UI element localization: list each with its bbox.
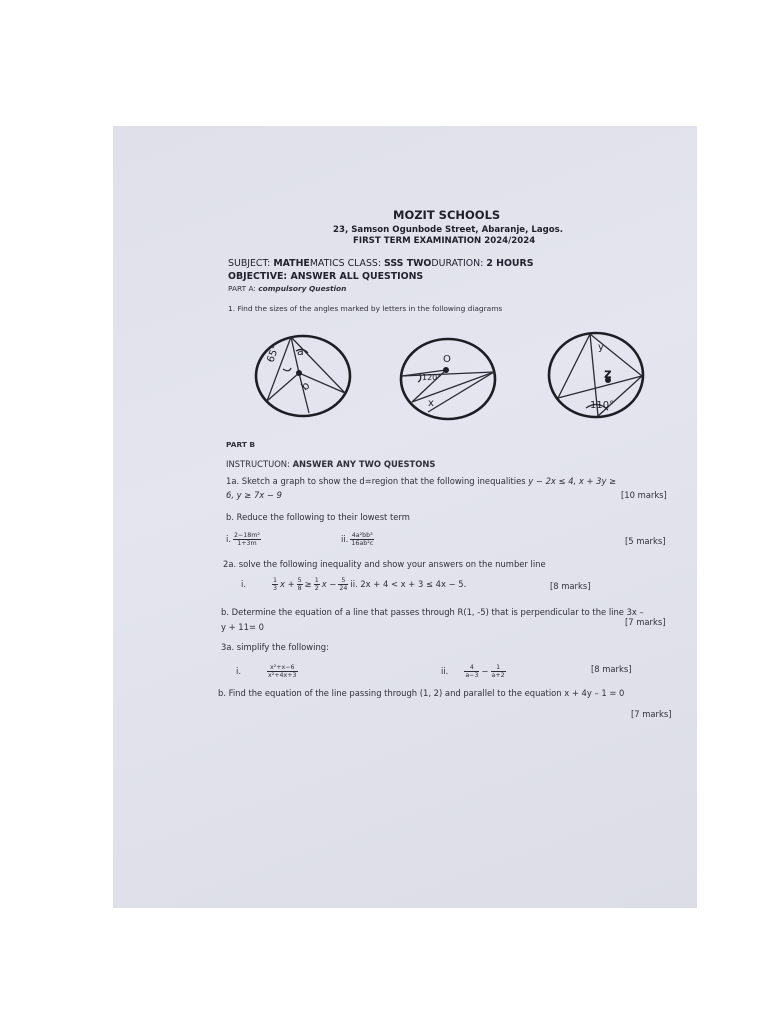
question-2a-part-i <box>241 577 466 592</box>
q2a-frac-1-den: 3 <box>273 585 278 592</box>
subject-line <box>228 258 534 269</box>
instruction-value: ANSWER ANY TWO QUESTONS <box>292 459 436 469</box>
q2a-frac-3-den: 2 <box>314 585 319 592</box>
diagram-2-label-120: 120° <box>422 373 442 382</box>
question-2a-marks: [8 marks] <box>550 581 591 591</box>
part-a-note: compulsory Question <box>258 284 347 293</box>
question-1b-ii-label: ii. <box>341 534 349 544</box>
diagram-2-label-o: O <box>443 354 451 365</box>
q2a-term-1: x + <box>280 579 295 589</box>
diagram-1-label-b: b <box>298 378 313 394</box>
q3a-ii-frac-2-den: a+2 <box>491 672 505 679</box>
school-address: 23, Samson Ogunbode Street, Abaranje, Lagos. <box>333 225 564 235</box>
objective-heading: OBJECTIVE: ANSWER ALL QUESTIONS <box>228 271 424 282</box>
question-1a-marks: [10 marks] <box>621 490 667 500</box>
question-2b-cont: y + 11= 0 <box>221 622 264 632</box>
question-3a-i-denominator: x²+4x+3 <box>268 672 297 679</box>
question-3b: b. Find the equation of the line passing through (1, 2) and parallel to the equation x + 4y – 1 = 0 <box>218 688 625 698</box>
question-3a-marks: [8 marks] <box>591 664 632 674</box>
part-b-heading: PART B <box>226 440 256 449</box>
diagram-3-label-110: 110° <box>590 400 615 411</box>
circle-diagram-2 <box>398 336 498 422</box>
class-label: MATICS CLASS: <box>309 258 385 269</box>
instruction-line <box>226 459 435 469</box>
question-1b-i-numerator: 2−18m² <box>234 532 260 539</box>
question-1b-ii-numerator: 4a²bb³ <box>351 532 373 539</box>
question-3b-marks: [7 marks] <box>631 709 672 719</box>
instruction-label: INSTRUCTUON: <box>226 459 293 469</box>
circle-diagram-3 <box>546 330 646 420</box>
question-1b: b. Reduce the following to their lowest term <box>226 512 410 522</box>
question-1a-text: 1a. Sketch a graph to show the d=region that the following inequalities <box>226 476 529 486</box>
question-3a-part-i <box>236 664 300 679</box>
circle-diagram-1 <box>253 333 353 419</box>
duration-label: DURATION: <box>431 258 487 269</box>
question-1a <box>226 476 616 486</box>
q2a-term-2: x − <box>321 579 337 589</box>
question-1b-part-ii <box>341 532 376 547</box>
question-2b: b. Determine the equation of a line that passes through R(1, -5) that is perpendicular to the line 3x – <box>221 607 644 617</box>
q3a-ii-frac-1-num: 4 <box>464 664 479 672</box>
part-a-label: PART A: <box>228 284 259 293</box>
diagram-3-label-y: y <box>598 342 604 353</box>
q2a-part-ii: ii. 2x + 4 < x + 3 ≤ 4x − 5. <box>350 579 467 589</box>
q2a-frac-3-num: 1 <box>314 577 319 584</box>
question-1b-i-label: i. <box>226 534 231 544</box>
q2a-frac-2-num: 5 <box>297 577 302 584</box>
question-1b-i-denominator: 1+3m <box>237 540 257 547</box>
subject-value: MATHE <box>273 258 310 269</box>
question-1: 1. Find the sizes of the angles marked by letters in the following diagrams <box>228 304 503 313</box>
question-2a-i-label: i. <box>241 579 246 589</box>
diagram-3-label-z: z <box>604 367 612 382</box>
school-name: MOZIT SCHOOLS <box>393 208 501 222</box>
duration-value: 2 HOURS <box>486 258 534 269</box>
question-1b-ii-denominator: 16ab²c <box>351 540 374 547</box>
q2a-frac-4-den: 24 <box>339 585 348 592</box>
question-3a-i-label: i. <box>236 666 241 676</box>
diagram-1-label-65: 65° <box>265 343 282 365</box>
exam-title: FIRST TERM EXAMINATION 2024/2024 <box>353 236 536 246</box>
question-2a: 2a. solve the following inequality and show your answers on the number line <box>223 559 546 569</box>
exam-paper-sheet <box>113 126 697 908</box>
q2a-frac-2-den: 8 <box>297 585 302 592</box>
question-3a-part-ii <box>441 664 508 679</box>
part-a-line <box>228 284 346 293</box>
q3a-ii-frac-1-den: a−3 <box>465 672 479 679</box>
q2a-frac-4-num: 5 <box>338 577 348 585</box>
question-1b-marks: [5 marks] <box>625 536 666 546</box>
question-3a: 3a. simplify the following: <box>221 642 329 652</box>
diagram-1-label-a: a <box>297 345 304 358</box>
q3a-ii-operator: − <box>481 666 489 676</box>
question-3a-i-numerator: x²+x−6 <box>267 664 298 672</box>
question-2b-marks: [7 marks] <box>625 617 666 627</box>
diagram-2-label-x: x <box>428 398 434 409</box>
question-1a-inequalities-cont: 6, y ≥ 7x − 9 <box>226 490 282 500</box>
class-value: SSS TWO <box>384 258 432 269</box>
subject-label: SUBJECT: <box>228 258 274 269</box>
question-3a-ii-label: ii. <box>441 666 449 676</box>
question-1a-inequalities: y − 2x ≤ 4, x + 3y ≥ <box>528 476 617 486</box>
q3a-ii-frac-2-num: 1 <box>491 664 506 672</box>
q2a-frac-1-num: 1 <box>273 577 278 584</box>
q2a-relation: ≥ <box>304 579 312 589</box>
question-1b-part-i <box>226 532 263 547</box>
